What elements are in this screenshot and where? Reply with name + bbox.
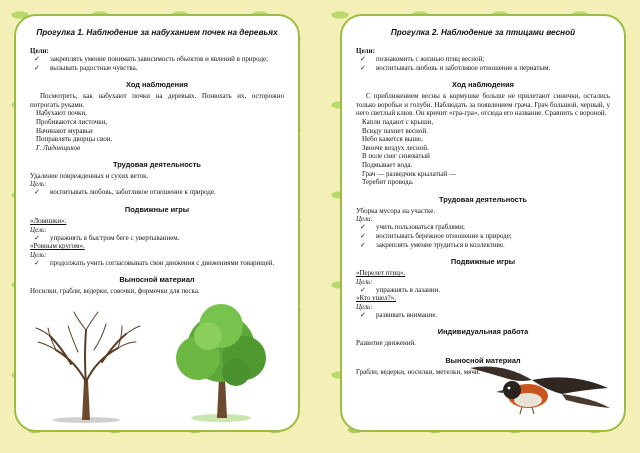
right-observation-text: С приближением весны к кормушке больше не прилетают синички, остались только воробьи и голуби. Наблюдать за появлением грача. Грач большой, черный, у него светлый клюв. Он кричит «гра-гра», отсюда его название. Сравнить с вороной. — [356, 92, 610, 118]
right-labor-goals — [356, 223, 610, 249]
right-game1-name: «Перелет птиц». — [356, 269, 406, 278]
check-icon: ✓ — [360, 240, 366, 249]
right-page-title: Прогулка 2. Наблюдение за птицами весной — [390, 28, 576, 37]
left-game1-name: «Ловишки». — [30, 216, 67, 225]
list-item: ✓ воспитывать любовь и заботливое отношение к пернатым. — [360, 63, 551, 72]
check-icon: ✓ — [34, 188, 40, 197]
check-icon: ✓ — [34, 258, 40, 267]
poem-line: Поправлять дворцы свои. — [36, 135, 113, 144]
left-observation-text: Посмотреть, как набухают почки на деревьях. Понюхать их, осторожно потрогать руками. — [30, 92, 284, 109]
right-games-title: Подвижные игры — [450, 257, 516, 267]
check-icon: ✓ — [360, 310, 366, 319]
right-game2-goal-label: Цель: — [356, 302, 373, 311]
left-goals-label: Цели: — [30, 47, 49, 55]
bird-illustration — [462, 358, 612, 420]
left-game1-goal-label: Цель: — [30, 225, 47, 234]
list-item: ✓ упражнять в быстром беге с увертыванием. — [34, 233, 180, 242]
check-icon: ✓ — [360, 231, 366, 240]
right-individual-text: Развитие движений. — [356, 339, 416, 348]
poem-line: Теребит провода. — [362, 178, 414, 187]
left-material-text: Носилки, грабли, ведерки, совочки, формочки для песка. — [30, 287, 200, 296]
check-icon: ✓ — [34, 233, 40, 242]
left-page-title: Прогулка 1. Наблюдение за набуханием почек на деревьях — [36, 28, 278, 37]
poem-line: Грач — разведчик крылатый — — [362, 169, 456, 178]
left-labor-text: Удаление поврежденных и сухих веток. — [30, 171, 149, 180]
left-labor-goal-label: Цель: — [30, 180, 47, 189]
list-item: ✓ вызывать радостные чувства. — [34, 63, 138, 72]
left-goals-list — [30, 55, 284, 72]
poem-line: Звонче воздух лесной. — [362, 143, 429, 152]
right-labor-goal-label: Цели: — [356, 215, 373, 224]
left-labor-title: Трудовая деятельность — [113, 159, 201, 169]
poem-line: Начинают муравьи — [36, 126, 93, 135]
left-games-title: Подвижные игры — [124, 204, 190, 214]
bird-icon — [470, 367, 610, 415]
right-material-text: Грабли, ведерки, носилки, метелки, мячи. — [356, 368, 481, 377]
list-item: ✓ развивать внимание. — [360, 310, 438, 319]
green-tree-icon — [176, 304, 266, 422]
list-item: ✓ познакомить с жизнью птиц весной; — [360, 55, 485, 63]
right-material-title: Выносной материал — [445, 356, 521, 366]
poem-line: Небо кажется выше, — [362, 135, 423, 144]
check-icon: ✓ — [34, 55, 40, 63]
list-item: ✓ упражнять в лазании. — [360, 285, 441, 294]
left-game2-name: «Ровным кругом». — [30, 242, 85, 251]
right-game1-goals — [356, 286, 610, 295]
list-item: ✓ закреплять умение понимать зависимость объектов и явлений в природе; — [34, 55, 269, 63]
right-labor-text: Уборка мусора на участке. — [356, 206, 436, 215]
right-poem — [356, 118, 610, 187]
left-material-title: Выносной материал — [119, 275, 195, 285]
right-goals-label: Цели: — [356, 47, 375, 55]
right-goals-list — [356, 55, 610, 72]
list-item: ✓ воспитывать любовь, заботливое отношение к природе. — [34, 188, 216, 197]
right-labor-title: Трудовая деятельность — [439, 194, 527, 204]
list-item: ✓ закреплять умение трудиться в коллективе. — [360, 240, 505, 249]
poem-line: Набухают почки, — [36, 109, 87, 118]
trees-illustration — [26, 302, 286, 424]
right-game1-goal-label: Цель: — [356, 277, 373, 286]
left-labor-goals — [30, 188, 284, 197]
poem-line: Капли падают с крыши, — [362, 117, 434, 126]
list-item: ✓ продолжать учить согласовывать свои движения с движениями товарищей. — [34, 258, 275, 267]
check-icon: ✓ — [360, 223, 366, 232]
left-game2-goals — [30, 259, 284, 268]
list-item: ✓ воспитывать бережное отношение к природе; — [360, 231, 512, 240]
right-game2-name: «Кто ушел?». — [356, 294, 396, 303]
check-icon: ✓ — [360, 285, 366, 294]
poem-line: В поле снег синеватый — [362, 152, 430, 161]
right-observation-title: Ход наблюдения — [452, 80, 514, 90]
poem-author: Г. Ладонщиков — [36, 143, 81, 152]
check-icon: ✓ — [360, 63, 366, 72]
poem-line: Всюду пахнет весной. — [362, 126, 428, 135]
check-icon: ✓ — [360, 55, 366, 63]
right-individual-title: Индивидуальная работа — [437, 327, 529, 337]
poem-line: Подмывает вода. — [362, 160, 413, 169]
left-game1-goals — [30, 234, 284, 243]
left-poem — [30, 109, 284, 151]
check-icon: ✓ — [34, 63, 40, 72]
bare-tree-icon — [36, 312, 140, 423]
right-page — [340, 14, 626, 432]
left-observation-title: Ход наблюдения — [126, 80, 188, 90]
list-item: ✓ учить пользоваться граблями; — [360, 223, 465, 232]
poem-line: Пробиваются листочки, — [36, 117, 108, 126]
left-game2-goal-label: Цель: — [30, 250, 47, 259]
left-page — [14, 14, 300, 432]
right-game2-goals — [356, 311, 610, 320]
